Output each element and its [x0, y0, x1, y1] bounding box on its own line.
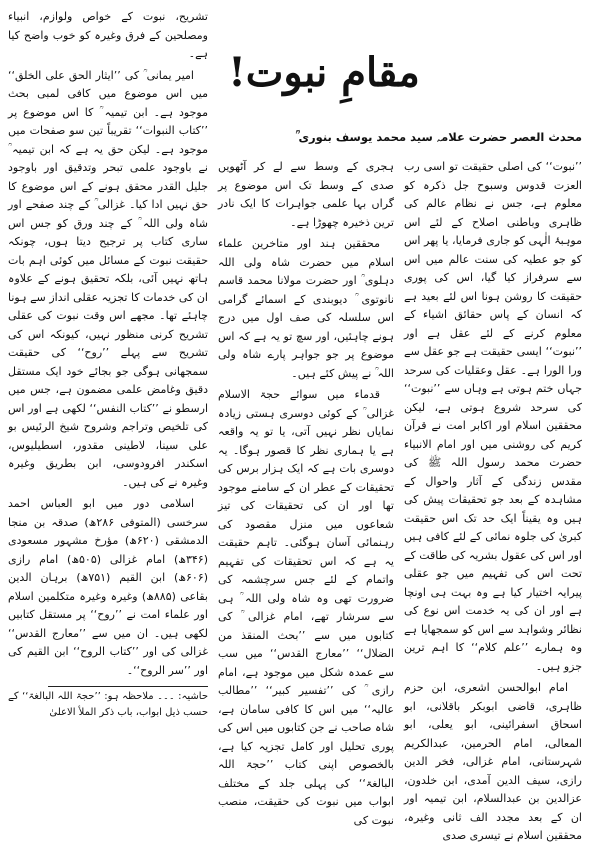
paragraph: امام ابوالحسن اشعری، ابن حزم ظاہری، قاضی ابوبکر باقلانی، ابو اسحاق اسفرائینی، ابو یعلی، ابو المعالی، امام الحرمین، عبدالکریم شہرستانی، امام غزالی، فخر الدین رازی، سیف الدین آمدی، ابن خلدون، عزالدین بن عبدالسلام، ابن تیمیہ اور ان کے بعد مجدد الف ثانی وغیرہ، محققین اسلام نے تیسری صدی [404, 681, 582, 842]
paragraph: تشریح، نبوت کے خواص ولوازم، انبیاء ومصلحین کے فرق وغیرہ کو خوب واضح کیا ہے۔ [8, 10, 208, 60]
paragraph: ہجری کے وسط سے لے کر آٹھویں صدی کے وسط تک اس موضوع پر گراں بہا علمی جواہرات کا ایک نادر ترین ذخیرہ چھوڑا ہے۔ [218, 160, 394, 229]
paragraph: محققین ہند اور متاخرین علماء اسلام میں حضرت شاہ ولی اللہ دہلوی ؒ اور حضرت مولانا محمد قاسم نانوتوی ؒ دیوبندی کے اسمائے گرامی اس سلسلہ کی صف اول میں درج ہونے چاہئیں، اور سچ تو یہ ہے کہ اس موضوع پر جو جواہر پارے شاہ ولی اللہ ؒ نے پیش کئے ہیں۔ [218, 237, 394, 380]
article-title: مقامِ نبوت! [228, 49, 420, 96]
paragraph: قدماء میں سوائے حجۃ الاسلام غزالی ؒ کے کوئی دوسری ہستی زیادہ نمایاں نظر نہیں آتی، یا تو یہ واقعہ ہے یا ہماری نظر کا قصور ہوگا۔ یہ دوسری بات ہے کہ ایک ہزار برس کی تحقیقات کے عطر ان کے سامنے موجود تھا اور ان کی تحقیقات کی تیز شعاعوں میں منزل مقصود کی رہنمائی آسان ہوگئی۔ تاہم حقیقت یہ ہے کہ اس تحقیقات کی تفہیم واتمام کے لئے جس سرچشمہ کی ضرورت تھی وہ شاہ ولی اللہ ؒ ہی سے سرشار تھے، امام غزالی ؒ کی کتابوں میں سے ’’بحث المنقذ من الضلال‘‘ ’’معارج القدس‘‘ میں سب سے عمدہ شکل میں موجود ہے، امام رازی ؒ کی ’’تفسیر کبیر‘‘ ’’مطالب عالیہ‘‘ میں اس کا کافی سامان ہے، شاہ صاحب نے جن کتابوں میں اس کی پوری تحلیل اور کامل تجزیہ کیا ہے، بالخصوص اپنی کتاب ’’حجۃ اللہ البالغۃ‘‘ کی پہلی جلد کے مختلف ابواب میں نبوت کی حقیقت، منصب نبوت کی [218, 388, 394, 827]
footnote-divider [48, 686, 208, 687]
paragraph: امیر یمانی ؒ کی ’’ایثار الحق علی الخلق‘‘ میں اس موضوع میں کافی لمبی بحث موجود ہے۔ ابن تیمیہ ؒ کا اس موضوع پر ’’کتاب النبوات‘‘ تقریباً تین سو صفحات میں موجود ہے۔ لیکن حق یہ ہے کہ ابن تیمیہ ؒ نے باوجود علمی تبحر وتدقیق اور باوجود جلیل القدر محقق ہونے کے اس موضوع کا حق نہیں ادا کیا۔ غزالی ؒ کے چند صفحے اور شاہ ولی اللہ ؒ کے چند ورق کو جس اس ساری کتاب پر ترجیح دیتا ہوں، چونکہ حقیقت نبوت کے مسائل میں کوئی اہم بات ہاتھ نہیں آئی، بلکہ تحقیق ہونے کے علاوہ ان کی خدمات کا تجزیہ عقلی انداز سے ہونا چاہئے تھا۔ مجھے اس وقت نبوت کی عقلی تشریح کرنی منظور نہیں، کیونکہ اس کی تشریح سے پہلے ’’روح‘‘ کی حقیقت سمجھانی ہوگی جو بجائے خود ایک مستقل دقیق وغامض علمی مضمون ہے، جس میں ارسطو نے ’’کتاب النفس‘‘ لکھی ہے اور اس کی تلخیص وتراجم وشروح شیخ الرئیس بو علی سینا، لاطینی مقدور، اسطیلیوس، اسکندر افرودوسی، ابن بطریق وغیرہ وغیرہ نے کی ہیں۔ [8, 68, 208, 489]
text-column-middle [218, 158, 394, 827]
paragraph: اسلامی دور میں ابو العباس احمد سرخسی (المتوفی ۲۸۶ھ) صدقہ بن منجا الدمشقی (۶۲۰ھ) مؤرخ مشہور مسعودی (۳۴۶ھ) امام غزالی (۵۰۵ھ) امام رازی (۶۰۶ھ) ابن القیم (۷۵۱ھ) برہان الدین بقاعی (۸۸۵ھ) وغیرہ وغیرہ متکلمین اسلام اور علماء امت نے ’’روح‘‘ پر مستقل کتابیں لکھی ہیں۔ ان میں سے ’’معارج القدس‘‘ غزالی کی اور ’’کتاب الروح‘‘ ابن القیم کی اور ’’سر الروح‘‘۔ [8, 497, 209, 677]
text-column-right [404, 158, 582, 842]
author-byline: محدث العصر حضرت علامہ سید محمد یوسف بنوری ؒ [295, 130, 582, 144]
footnote: حاشیہ: ۔۔۔ ملاحظہ ہو: ’’حجۃ اللہ البالغۃ‘‘ کے حسب ذیل ابواب، باب ذکر الملأ الاعلیٰ [8, 691, 208, 718]
paragraph: ’’نبوت‘‘ کی اصلی حقیقت تو اسی رب العزت قدوس وسبوح جل ذکرہ کو معلوم ہے، جس نے نظام عالم کی ظاہری وباطنی اصلاح کے لئے اس موہبۂ الٰہی کو جاری فرمایا، یا پھر اس کو جو عطیہ کی سنت عالم میں اس سے سرفراز کیا گیا، اس کی پوری حقیقت کا روشن ہونا اس لئے بعید ہے کہ انسان کے پاس حقائق اشیاء کے معلوم کرنے کے لئے عقل ہے اور ’’نبوت‘‘ ایسی حقیقت ہے جو عقل سے ورا الورا ہے۔ عقل وعقلیات کی سرحد جہاں ختم ہوتی ہے وہاں سے ’’نبوت‘‘ کی سرحد شروع ہوتی ہے، لیکن محققین اسلام اور اکابر امت نے قرآن کریم کی روشنی میں اور امام الانبیاء حضرت محمد رسول اللہ ﷺ کی مقدس زندگی کے آثار واحوال کے مشاہدہ کے بعد جو تحقیقات پیش کی ہیں وہ یقیناً ایک حد تک اس حقیقت کبریٰ کی جلوہ نمائی کے لئے کافی ہیں اور اس کی عقول بشریہ کی طاقت کے تحت اس کی تفہیم میں جو عقلی پیرایہ اختیار کیا ہے وہ بہت ہی اونچا ہے اور ان کی یہ خدمت اس نوع کی نظائر وشواہد سے اس کو سمجھایا ہے وہ ہمارے ’’علم کلام‘‘ کا اہم ترین جزو ہیں۔ [404, 160, 582, 673]
text-column-left [8, 8, 208, 758]
